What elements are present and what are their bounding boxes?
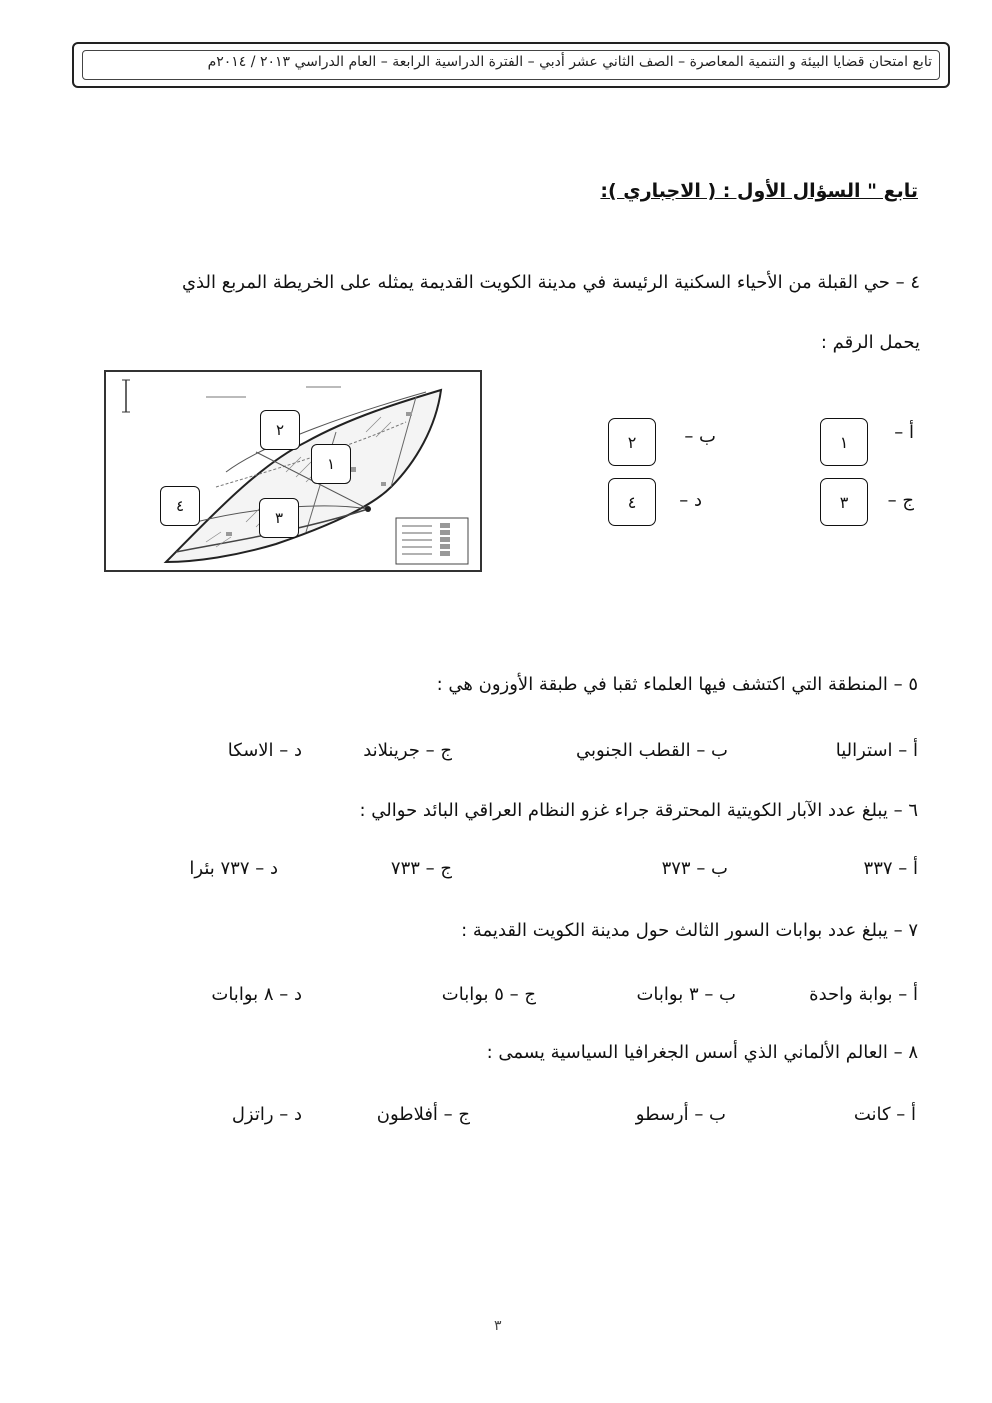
map-drawing	[106, 372, 480, 570]
q7-option-b[interactable]: ب – ٣ بوابات	[636, 984, 736, 1005]
q4-option-b-letter: ب –	[684, 426, 716, 447]
q4-text-line2: يحمل الرقم :	[820, 332, 920, 353]
q7-text: ٧ – يبلغ عدد بوابات السور الثالث حول مدينة الكويت القديمة :	[461, 920, 918, 941]
q7-option-c[interactable]: ج – ٥ بوابات	[441, 984, 536, 1005]
q4-option-d-box[interactable]: ٤	[608, 478, 656, 526]
q6-option-a[interactable]: أ – ٣٣٧	[863, 858, 918, 879]
map-label-3: ٣	[259, 498, 299, 538]
section-title: تابع " السؤال الأول : ( الاجباري ):	[600, 180, 918, 202]
map-label-1: ١	[311, 444, 351, 484]
q4-text-line1: ٤ – حي القبلة من الأحياء السكنية الرئيسة في مدينة الكويت القديمة يمثله على الخريطة المربع الذي	[181, 272, 920, 293]
q5-option-c[interactable]: ج – جرينلاند	[363, 740, 452, 761]
q5-option-b[interactable]: ب – القطب الجنوبي	[576, 740, 728, 761]
q7-option-d[interactable]: د – ٨ بوابات	[211, 984, 302, 1005]
q8-option-b[interactable]: ب – أرسطو	[635, 1104, 726, 1125]
q5-option-a[interactable]: أ – استراليا	[835, 740, 918, 761]
q6-option-d[interactable]: د – ٧٣٧ بئرا	[189, 858, 278, 879]
map-label-4: ٤	[160, 486, 200, 526]
q6-option-c[interactable]: ج – ٧٣٣	[390, 858, 452, 879]
q7-option-a[interactable]: أ – بوابة واحدة	[809, 984, 918, 1005]
old-kuwait-map	[104, 370, 482, 572]
q4-option-a-box[interactable]: ١	[820, 418, 868, 466]
page-number: ٣	[494, 1318, 502, 1334]
q8-option-d[interactable]: د – راتزل	[231, 1104, 302, 1125]
q8-option-a[interactable]: أ – كانت	[853, 1104, 916, 1125]
q4-option-c-letter: ج –	[887, 490, 914, 511]
q4-option-d-letter: د –	[679, 490, 702, 511]
q4-option-a-letter: أ –	[894, 422, 914, 443]
q6-text: ٦ – يبلغ عدد الآبار الكويتية المحترقة جراء غزو النظام العراقي البائد حوالي :	[359, 800, 918, 821]
q5-text: ٥ – المنطقة التي اكتشف فيها العلماء ثقبا في طبقة الأوزون هي :	[436, 674, 918, 695]
q6-option-b[interactable]: ب – ٣٧٣	[661, 858, 728, 879]
q4-option-c-box[interactable]: ٣	[820, 478, 868, 526]
map-label-2: ٢	[260, 410, 300, 450]
q4-option-b-box[interactable]: ٢	[608, 418, 656, 466]
q8-option-c[interactable]: ج – أفلاطون	[376, 1104, 470, 1125]
q5-option-d[interactable]: د – الاسكا	[227, 740, 302, 761]
q8-text: ٨ – العالم الألماني الذي أسس الجغرافيا السياسية يسمى :	[486, 1042, 918, 1063]
header-text: تابع امتحان قضايا البيئة و التنمية المعاصرة – الصف الثاني عشر أدبي – الفترة الدراسية الرابعة – العام الدراسي ٢٠١٣ / ٢٠١٤م	[207, 54, 932, 70]
